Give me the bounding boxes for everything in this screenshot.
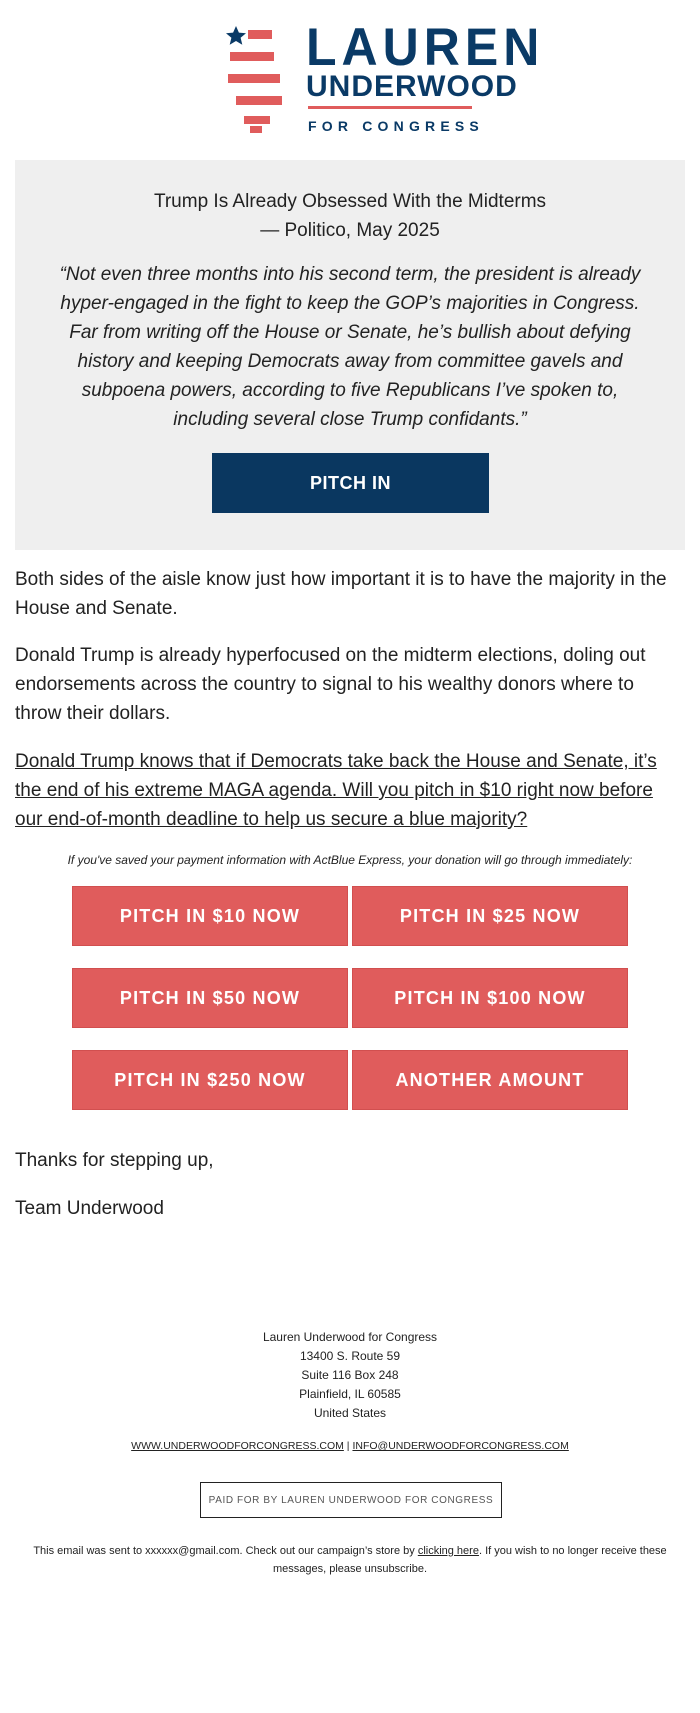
footer-note-text: This email was sent to xxxxxx@gmail.com. Check out our campaign’s store by xyxy=(33,1545,418,1557)
store-link[interactable]: clicking here xyxy=(417,1545,479,1557)
quote-headline-block xyxy=(15,187,685,245)
logo-tagline: FOR CONGRESS xyxy=(308,118,484,134)
campaign-logo xyxy=(0,14,700,138)
logo-divider xyxy=(308,106,472,109)
pitch-in-100-button[interactable]: PITCH IN $100 NOW xyxy=(352,968,628,1028)
website-link[interactable]: WWW.UNDERWOODFORCONGRESS.COM xyxy=(131,1440,344,1452)
logo-name-line1: LAUREN xyxy=(306,17,545,77)
body-paragraph-1: Both sides of the aisle know just how important it is to have the majority in the House and Senate. xyxy=(15,569,667,619)
pitch-in-250-button[interactable]: PITCH IN $250 NOW xyxy=(72,1050,348,1110)
pitch-in-50-button[interactable]: PITCH IN $50 NOW xyxy=(72,968,348,1028)
footer-note-text-end: . If you wish to no longer receive these messages, please unsubscribe. xyxy=(272,1545,667,1575)
quote-source: — Politico, May 2025 xyxy=(260,220,440,241)
paid-for-disclaimer: PAID FOR BY LAUREN UNDERWOOD FOR CONGRESS xyxy=(200,1482,502,1518)
donate-link[interactable]: Donald Trump knows that if Democrats take back the House and Senate, it’s the end of his extreme MAGA agenda. Will you pitch in $10 right now before our end-of-month deadline to help us secure a blue majority? xyxy=(15,751,657,830)
pitch-in-25-button[interactable]: PITCH IN $25 NOW xyxy=(352,886,628,946)
another-amount-button[interactable]: ANOTHER AMOUNT xyxy=(352,1050,628,1110)
email-link[interactable]: INFO@UNDERWOODFORCONGRESS.COM xyxy=(352,1440,569,1452)
quote-text: “Not even three months into his second term, the president is already hyper-engaged in the fight to keep the GOP’s majorities in Congress. Far from writing off the House or Senate, he’s bullish about defying history and keeping Democrats away from committee gavels and subpoena powers, according to five Republicans I’ve spoken to, including several close Trump confidants.” xyxy=(59,264,641,430)
footer-address xyxy=(0,1328,700,1423)
signoff-team: Team Underwood xyxy=(15,1198,164,1219)
pitch-in-10-button[interactable]: PITCH IN $10 NOW xyxy=(72,886,348,946)
quote-headline: Trump Is Already Obsessed With the Midterms xyxy=(153,191,547,212)
logo-name-line2: UNDERWOOD xyxy=(306,70,518,103)
actblue-express-note: If you've saved your payment information with ActBlue Express, your donation will go through immediately: xyxy=(67,853,633,867)
footer-address-line: Lauren Underwood for Congress xyxy=(262,1330,438,1344)
link-separator: | xyxy=(346,1440,350,1452)
pitch-in-button[interactable]: PITCH IN xyxy=(212,453,489,513)
body-paragraph-3 xyxy=(15,747,685,834)
footer-address-line: Plainfield, IL 60585 xyxy=(299,1387,401,1401)
footer-address-line: United States xyxy=(313,1406,387,1420)
footer-note xyxy=(25,1542,675,1578)
body-paragraph-2: Donald Trump is already hyperfocused on the midterm elections, doling out endorsements across the country to signal to his wealthy donors where to throw their dollars. xyxy=(15,645,646,724)
footer-address-line: Suite 116 Box 248 xyxy=(301,1368,399,1382)
quote-panel xyxy=(15,160,685,550)
signoff-thanks: Thanks for stepping up, xyxy=(15,1150,214,1171)
footer-address-line: 13400 S. Route 59 xyxy=(299,1349,401,1363)
footer-links xyxy=(0,1440,700,1452)
illinois-flag-icon xyxy=(224,20,290,136)
